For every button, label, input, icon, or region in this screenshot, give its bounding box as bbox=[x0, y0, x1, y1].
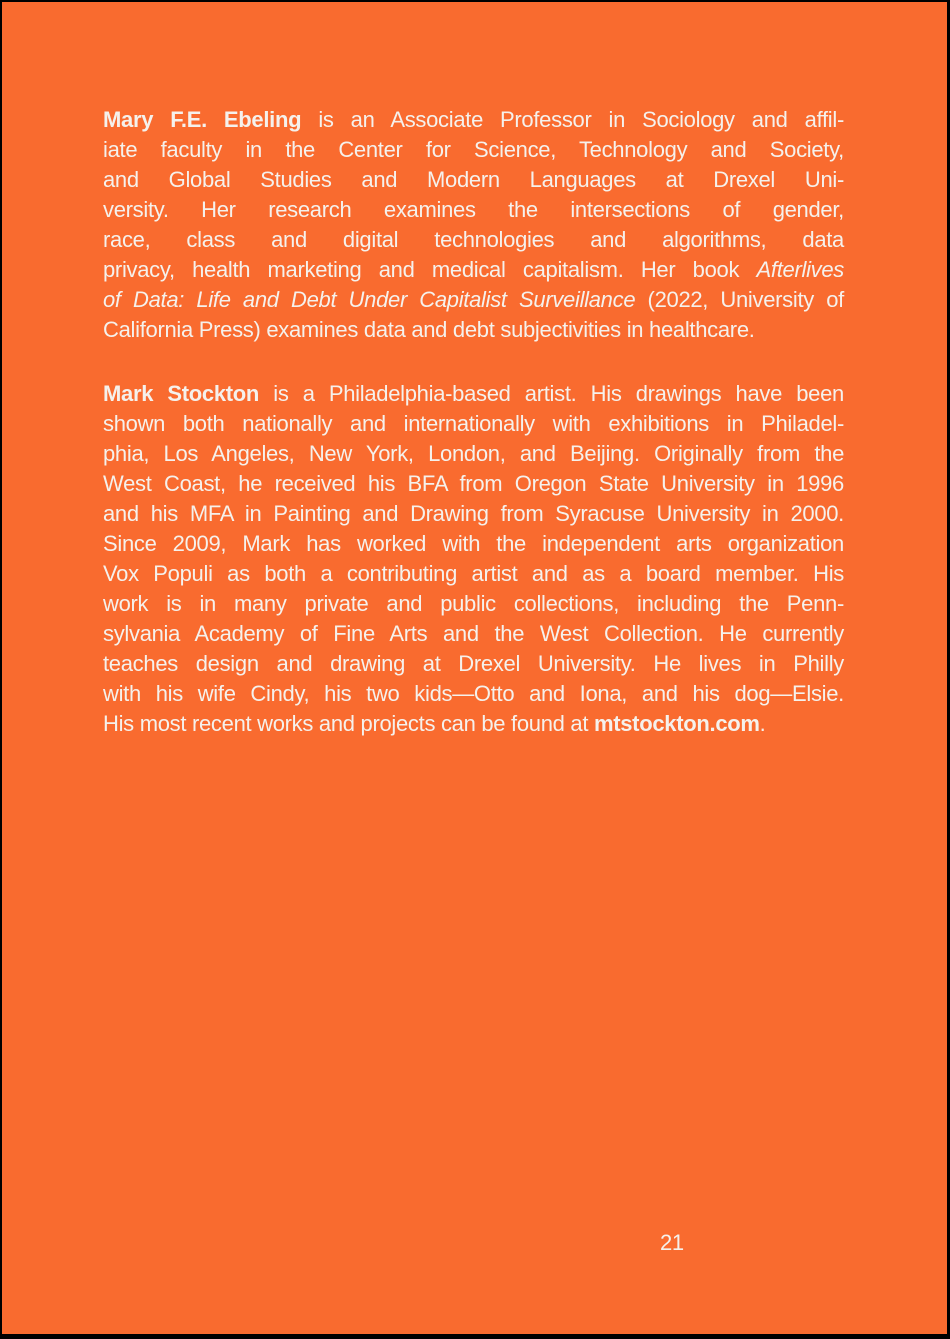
body-text: Vox Populi as both a contributing artist and as a board member. His bbox=[103, 561, 844, 586]
bio-line bbox=[103, 135, 844, 165]
bio-line bbox=[103, 439, 844, 469]
body-text: with his wife Cindy, his two kids—Otto and Iona, and his dog—Elsie. bbox=[103, 681, 844, 706]
bio-line bbox=[103, 469, 844, 499]
body-text: Since 2009, Mark has worked with the independent arts organization bbox=[103, 531, 844, 556]
bio-line bbox=[103, 105, 844, 135]
italic-text: of Data: Life and Debt Under Capitalist Surveillance bbox=[103, 287, 636, 312]
body-text: phia, Los Angeles, New York, London, and Beijing. Originally from the bbox=[103, 441, 844, 466]
body-text: West Coast, he received his BFA from Oregon State University in 1996 bbox=[103, 471, 844, 496]
bio-paragraph bbox=[103, 105, 844, 345]
body-text: is an Associate Professor in Sociology and affil- bbox=[301, 107, 844, 132]
bio-line bbox=[103, 709, 844, 739]
page-number: 21 bbox=[660, 1230, 684, 1255]
body-text: sylvania Academy of Fine Arts and the West Collection. He currently bbox=[103, 621, 844, 646]
bio-line bbox=[103, 529, 844, 559]
bio-line bbox=[103, 165, 844, 195]
bio-line bbox=[103, 499, 844, 529]
body-text: iate faculty in the Center for Science, Technology and Society, bbox=[103, 137, 844, 162]
bold-text: Mark Stockton bbox=[103, 381, 260, 406]
bio-line bbox=[103, 649, 844, 679]
bio-line bbox=[103, 379, 844, 409]
bold-text: mtstockton.com bbox=[593, 711, 760, 736]
italic-text: Afterlives bbox=[756, 257, 844, 282]
bio-line bbox=[103, 285, 844, 315]
bio-line bbox=[103, 559, 844, 589]
body-text: . bbox=[759, 711, 766, 736]
body-text: and Global Studies and Modern Languages at Drexel Uni- bbox=[103, 167, 844, 192]
contributor-bios-section bbox=[103, 105, 844, 773]
bio-paragraph bbox=[103, 379, 844, 739]
body-text: work is in many private and public collections, including the Penn- bbox=[103, 591, 844, 616]
bio-line bbox=[103, 409, 844, 439]
body-text: (2022, University of bbox=[635, 287, 844, 312]
bio-line bbox=[103, 619, 844, 649]
bio-line bbox=[103, 589, 844, 619]
body-text: privacy, health marketing and medical capitalism. Her book bbox=[103, 257, 757, 282]
body-text: race, class and digital technologies and algorithms, data bbox=[103, 227, 844, 252]
bio-line bbox=[103, 195, 844, 225]
bold-text: Mary F.E. Ebeling bbox=[103, 107, 302, 132]
body-text: versity. Her research examines the intersections of gender, bbox=[103, 197, 844, 222]
body-text: teaches design and drawing at Drexel University. He lives in Philly bbox=[103, 651, 844, 676]
bio-line bbox=[103, 679, 844, 709]
body-text: His most recent works and projects can be found at bbox=[103, 711, 594, 736]
bio-line bbox=[103, 315, 844, 345]
body-text: is a Philadelphia-based artist. His drawings have been bbox=[259, 381, 844, 406]
bio-line bbox=[103, 225, 844, 255]
body-text: shown both nationally and internationally with exhibitions in Philadel- bbox=[103, 411, 844, 436]
body-text: and his MFA in Painting and Drawing from Syracuse University in 2000. bbox=[103, 501, 844, 526]
body-text: California Press) examines data and debt subjectivities in healthcare. bbox=[103, 317, 755, 342]
bio-line bbox=[103, 255, 844, 285]
